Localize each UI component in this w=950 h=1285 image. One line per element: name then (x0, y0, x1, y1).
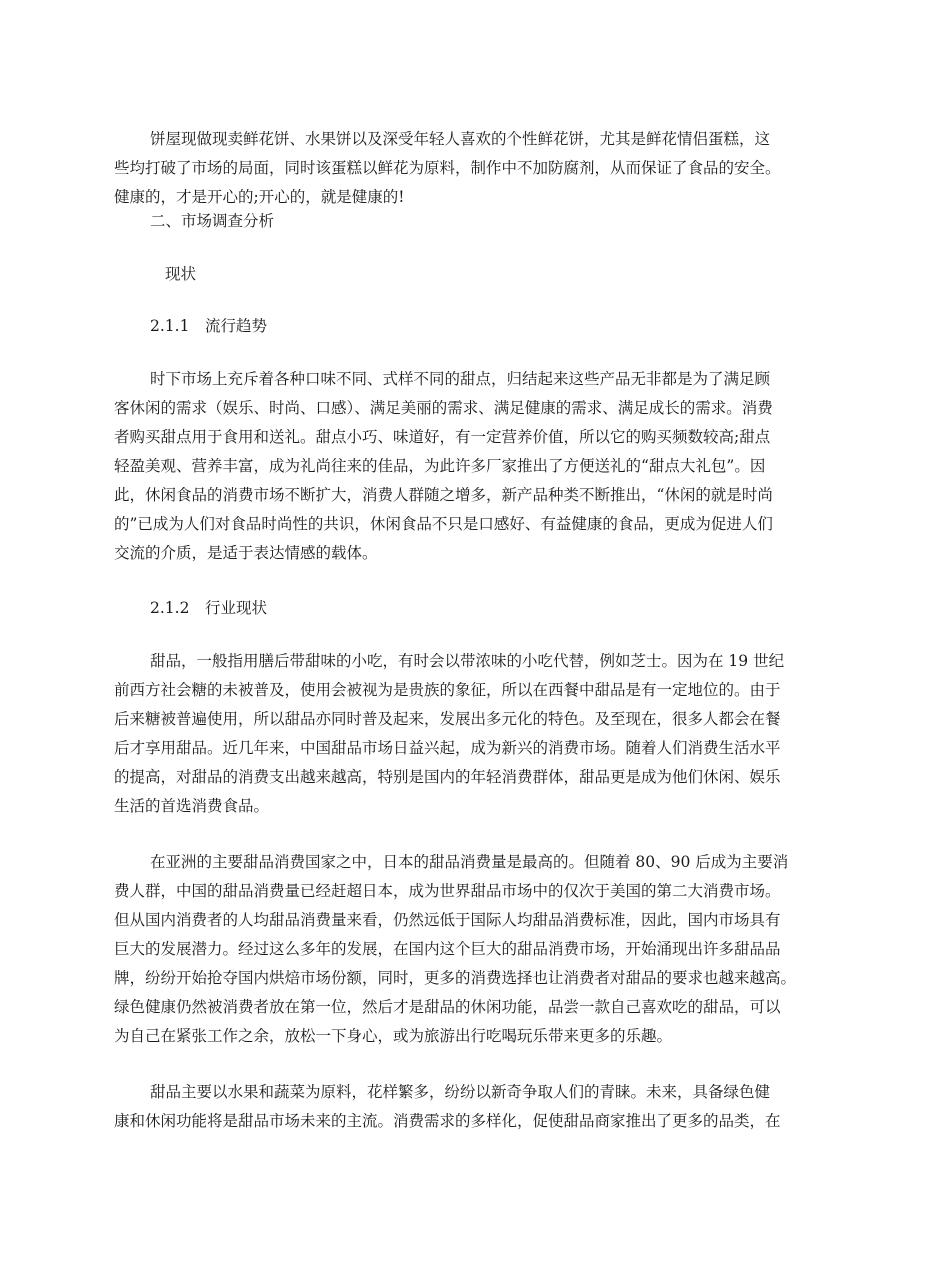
heading-market-analysis: 二、市场调查分析 (150, 212, 275, 230)
heading-industry-status: 2.1.2 行业现状 (150, 599, 267, 617)
section-heading (114, 207, 814, 236)
text-line: 客休闲的需求（娱乐、时尚、口感）、满足美丽的需求、满足健康的需求、满足成长的需求。消费 (114, 399, 773, 417)
text-line: 前西方社会糖的未被普及，使用会被视为是贵族的象征，所以在西餐中甜品是有一定地位的。由于 (114, 681, 781, 699)
paragraph-trend (114, 365, 814, 568)
subsection-heading (114, 594, 814, 623)
text-line: 后才享用甜品。近几年来，中国甜品市场日益兴起，成为新兴的消费市场。随着人们消费生活水平 (114, 739, 781, 757)
text-line: 巨大的发展潜力。经过这么多年的发展，在国内这个巨大的甜品消费市场，开始涌现出许多甜品品 (114, 940, 781, 958)
text-line: 交流的介质，是适于表达情感的载体。 (114, 544, 378, 562)
text-line: 康和休闲功能将是甜品市场未来的主流。消费需求的多样化，促使甜品商家推出了更多的品类，在 (114, 1112, 781, 1130)
text-line: 在亚洲的主要甜品消费国家之中，日本的甜品消费量是最高的。但随着 80、90 后成为主要消 (150, 853, 789, 871)
text-line: 者购买甜点用于食用和送礼。甜点小巧、味道好，有一定营养价值，所以它的购买频数较高;甜点 (114, 428, 771, 446)
text-line: 绿色健康仍然被消费者放在第一位，然后才是甜品的休闲功能，品尝一款自己喜欢吃的甜品，可以 (114, 998, 781, 1016)
text-line: 些均打破了市场的局面，同时该蛋糕以鲜花为原料，制作中不加防腐剂，从而保证了食品的安全。 (114, 159, 781, 177)
text-line: 此，休闲食品的消费市场不断扩大，消费人群随之增多，新产品种类不断推出，“休闲的就是时尚 (114, 486, 773, 504)
heading-status: 现状 (165, 265, 197, 283)
paragraph-industry (114, 647, 814, 821)
text-line: 甜品主要以水果和蔬菜为原料，花样繁多，纷纷以新奇争取人们的青睐。未来，具备绿色健 (150, 1083, 771, 1101)
text-line: 的提高，对甜品的消费支出越来越高，特别是国内的年轻消费群体，甜品更是成为他们休闲、娱乐 (114, 768, 781, 786)
text-line: 后来糖被普遍使用，所以甜品亦同时普及起来，发展出多元化的特色。及至现在，很多人都会在餐 (114, 710, 781, 728)
text-line: 但从国内消费者的人均甜品消费量来看，仍然远低于国际人均甜品消费标准，因此，国内市场具有 (114, 911, 781, 929)
text-line: 轻盈美观、营养丰富，成为礼尚往来的佳品，为此许多厂家推出了方便送礼的“甜点大礼包”。因 (114, 457, 766, 475)
text-line: 牌，纷纷开始抢夺国内烘焙市场份额，同时，更多的消费选择也让消费者对甜品的要求也越来越高。 (114, 969, 797, 987)
paragraph-asia (114, 848, 814, 1051)
text-line: 费人群，中国的甜品消费量已经赶超日本，成为世界甜品市场中的仅次于美国的第二大消费市场。 (114, 882, 781, 900)
subsection-heading (114, 312, 814, 341)
subsection-heading (114, 260, 814, 289)
heading-trend: 2.1.1 流行趋势 (150, 317, 267, 335)
text-line: 时下市场上充斥着各种口味不同、式样不同的甜点，归结起来这些产品无非都是为了满足顾 (150, 370, 771, 388)
text-line: 饼屋现做现卖鲜花饼、水果饼以及深受年轻人喜欢的个性鲜花饼，尤其是鲜花情侣蛋糕，这 (150, 130, 771, 148)
text-line: 甜品，一般指用膳后带甜味的小吃，有时会以带浓味的小吃代替，例如芝士。因为在 19 世纪 (150, 652, 785, 670)
paragraph-intro (114, 125, 814, 212)
paragraph-ingredients (114, 1078, 814, 1136)
text-line: 为自己在紧张工作之余，放松一下身心，或为旅游出行吃喝玩乐带来更多的乐趣。 (114, 1027, 673, 1045)
text-line: 的”已成为人们对食品时尚性的共识，休闲食品不只是口感好、有益健康的食品，更成为促进人们 (114, 515, 773, 533)
text-line: 健康的，才是开心的;开心的，就是健康的! (114, 188, 405, 206)
text-line: 生活的首选消费食品。 (114, 797, 270, 815)
